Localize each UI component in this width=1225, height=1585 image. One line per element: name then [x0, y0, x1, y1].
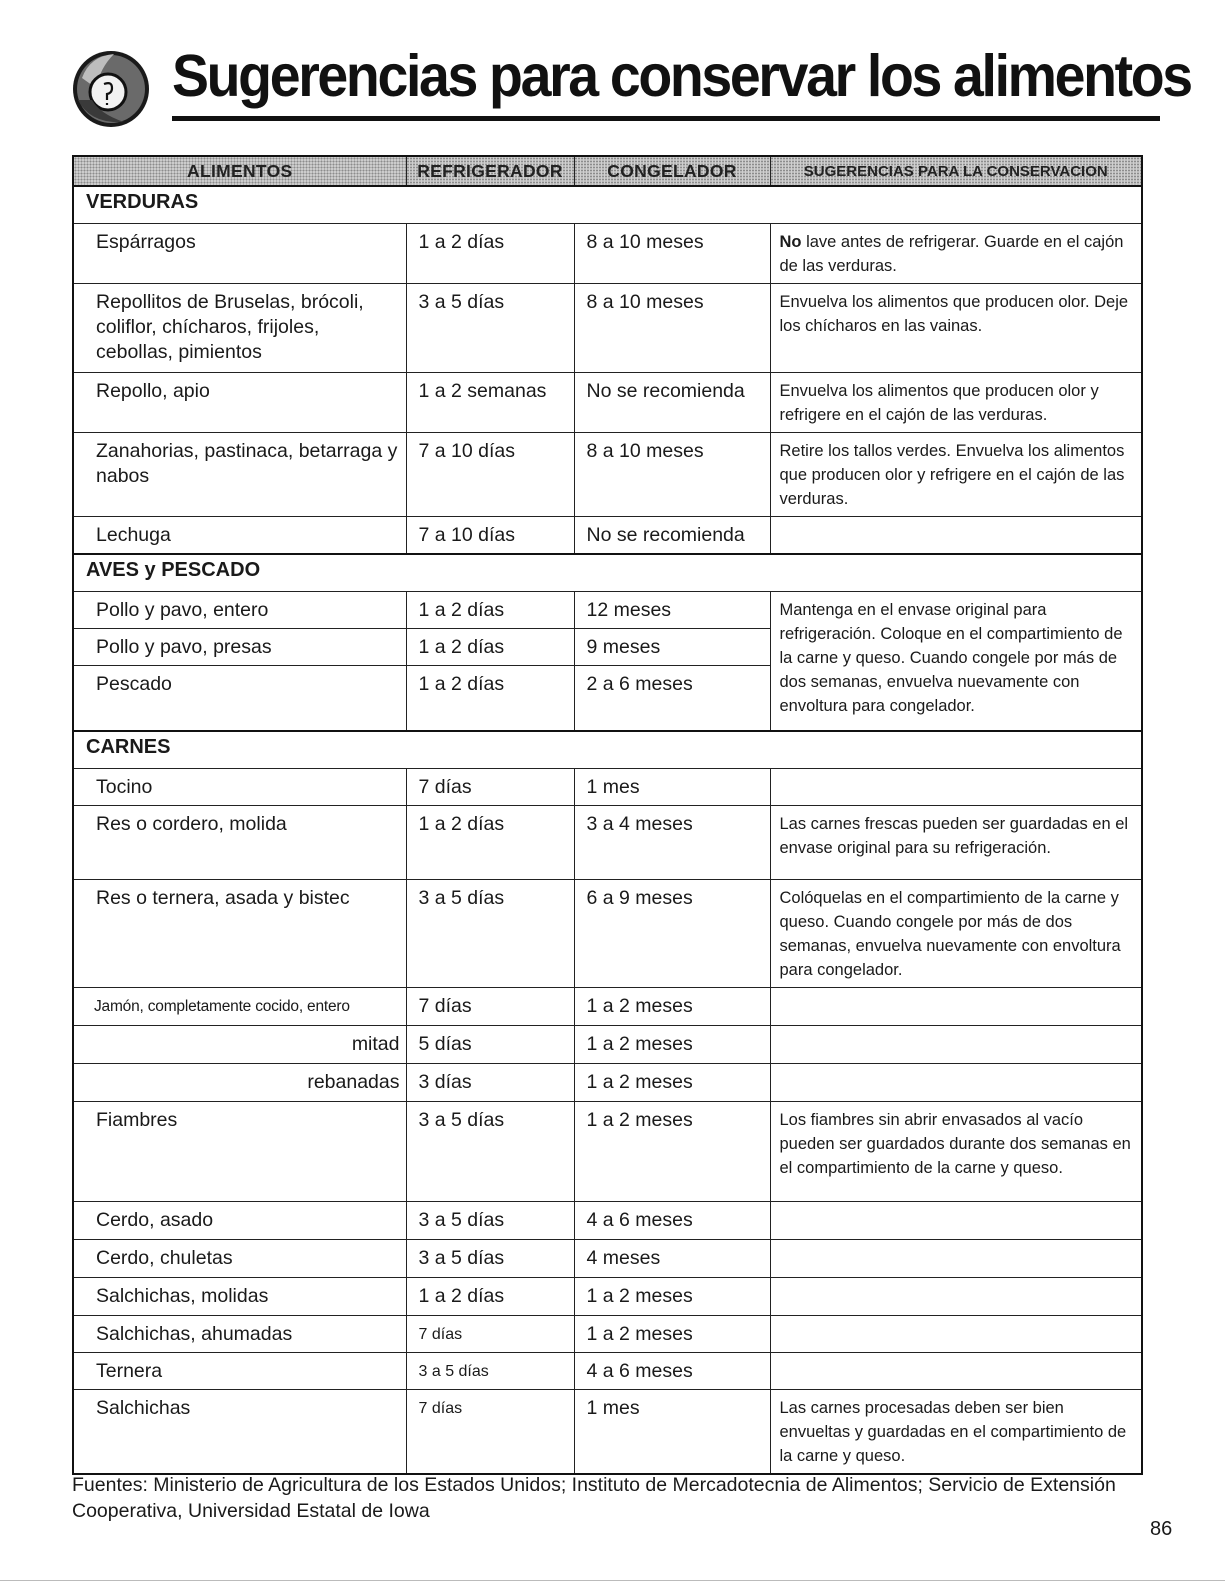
section-title: CARNES — [73, 731, 1142, 769]
table-row — [73, 1239, 1142, 1277]
fridge-time: 3 a 5 días — [406, 1201, 574, 1239]
food-name: rebanadas — [73, 1063, 406, 1101]
sources-note: Fuentes: Ministerio de Agricultura de los Estados Unidos; Instituto de Mercadotecnia de Alimentos; Servicio de Extensión Cooperativa, Universidad Estatal de Iowa — [72, 1474, 1116, 1522]
freezer-time: 1 a 2 meses — [574, 1315, 770, 1352]
storage-tip: Envuelva los alimentos que producen olor y refrigere en el cajón de las verduras. — [770, 373, 1142, 433]
storage-tip-shared: Mantenga en el envase original para refrigeración. Coloque en el compartimiento de la carne y queso. Cuando congele por más de dos semanas, envuelva nuevamente con envoltura para congelador. — [770, 592, 1142, 731]
storage-tip — [770, 768, 1142, 805]
food-name: Pollo y pavo, presas — [73, 629, 406, 666]
freezer-time: 8 a 10 meses — [574, 433, 770, 517]
table-row — [73, 768, 1142, 805]
freezer-time: 1 a 2 meses — [574, 1025, 770, 1063]
table-row — [73, 1352, 1142, 1389]
storage-tip: Colóquelas en el compartimiento de la carne y queso. Cuando congele por más de dos semanas, envuelva nuevamente con envoltura para congelador. — [770, 879, 1142, 987]
food-name: Salchichas, ahumadas — [73, 1315, 406, 1352]
freezer-time: No se recomienda — [574, 517, 770, 555]
section-row-verduras — [73, 186, 1142, 224]
refrigerator-tip-icon — [70, 48, 152, 130]
freezer-time: 8 a 10 meses — [574, 224, 770, 284]
freezer-time: 1 a 2 meses — [574, 1277, 770, 1315]
table-row — [73, 517, 1142, 555]
food-name: Espárragos — [73, 224, 406, 284]
table-row — [73, 433, 1142, 517]
freezer-time: 3 a 4 meses — [574, 805, 770, 879]
food-name: Ternera — [73, 1352, 406, 1389]
fridge-time: 3 días — [406, 1063, 574, 1101]
food-name: Res o cordero, molida — [73, 805, 406, 879]
food-name: Repollo, apio — [73, 373, 406, 433]
storage-tip: Los fiambres sin abrir envasados al vacío pueden ser guardados durante dos semanas en el compartimiento de la carne y queso. — [770, 1101, 1142, 1201]
freezer-time: 8 a 10 meses — [574, 284, 770, 373]
freezer-time: 1 a 2 meses — [574, 987, 770, 1025]
tip-text: lave antes de refrigerar. Guarde en el cajón de las verduras. — [779, 233, 1124, 275]
food-name: Pollo y pavo, entero — [73, 592, 406, 629]
food-name: Salchichas, molidas — [73, 1277, 406, 1315]
storage-tip — [770, 517, 1142, 555]
fridge-time: 1 a 2 semanas — [406, 373, 574, 433]
fridge-time: 7 días — [406, 1389, 574, 1474]
storage-tip — [770, 987, 1142, 1025]
page-number: 86 — [1150, 1518, 1173, 1540]
freezer-time: 1 a 2 meses — [574, 1063, 770, 1101]
section-title: VERDURAS — [73, 186, 1142, 224]
food-name: Cerdo, asado — [73, 1201, 406, 1239]
table-header-row — [73, 156, 1142, 186]
table-row — [73, 284, 1142, 373]
storage-tip: Retire los tallos verdes. Envuelva los alimentos que producen olor y refrigere en el cajón de las verduras. — [770, 433, 1142, 517]
food-name: mitad — [73, 1025, 406, 1063]
food-name: Cerdo, chuletas — [73, 1239, 406, 1277]
freezer-time: 1 a 2 meses — [574, 1101, 770, 1201]
food-name: Fiambres — [73, 1101, 406, 1201]
fridge-time: 7 días — [406, 768, 574, 805]
table-row — [73, 1277, 1142, 1315]
table-row — [73, 1025, 1142, 1063]
storage-tip: Las carnes frescas pueden ser guardadas en el envase original para su refrigeración. — [770, 805, 1142, 879]
food-name: Salchichas — [73, 1389, 406, 1474]
fridge-time: 3 a 5 días — [406, 284, 574, 373]
table-row — [73, 1389, 1142, 1474]
fridge-time: 3 a 5 días — [406, 1101, 574, 1201]
column-header-congelador: CONGELADOR — [574, 156, 770, 186]
storage-tip — [770, 224, 1142, 284]
table-row — [73, 879, 1142, 987]
section-title: AVES y PESCADO — [73, 554, 1142, 592]
tip-emphasis: No — [779, 233, 802, 251]
fridge-time: 7 días — [406, 987, 574, 1025]
fridge-time: 1 a 2 días — [406, 805, 574, 879]
fridge-time: 3 a 5 días — [406, 1239, 574, 1277]
section-row-aves-pescado — [73, 554, 1142, 592]
food-name: Res o ternera, asada y bistec — [73, 879, 406, 987]
freezer-time: 12 meses — [574, 592, 770, 629]
food-name: Zanahorias, pastinaca, betarraga y nabos — [73, 433, 406, 517]
table-row — [73, 592, 1142, 629]
freezer-time: 6 a 9 meses — [574, 879, 770, 987]
fridge-time: 1 a 2 días — [406, 666, 574, 731]
storage-tip — [770, 1315, 1142, 1352]
fridge-time: 3 a 5 días — [406, 1352, 574, 1389]
food-storage-table — [72, 155, 1143, 1475]
storage-tip — [770, 1025, 1142, 1063]
freezer-time: No se recomienda — [574, 373, 770, 433]
food-name: Tocino — [73, 768, 406, 805]
column-header-sugerencias: SUGERENCIAS PARA LA CONSERVACION — [770, 156, 1142, 186]
page-bottom-edge — [0, 1580, 1225, 1581]
freezer-time: 4 a 6 meses — [574, 1352, 770, 1389]
food-name: Lechuga — [73, 517, 406, 555]
storage-tip — [770, 1201, 1142, 1239]
freezer-time: 4 meses — [574, 1239, 770, 1277]
column-header-refrigerador: REFRIGERADOR — [406, 156, 574, 186]
fridge-time: 1 a 2 días — [406, 592, 574, 629]
section-row-carnes — [73, 731, 1142, 769]
title-underline — [172, 116, 1160, 121]
storage-tip — [770, 1352, 1142, 1389]
storage-tip: Envuelva los alimentos que producen olor. Deje los chícharos en las vainas. — [770, 284, 1142, 373]
table-row — [73, 1201, 1142, 1239]
fridge-time: 7 a 10 días — [406, 433, 574, 517]
freezer-time: 2 a 6 meses — [574, 666, 770, 731]
fridge-time: 7 días — [406, 1315, 574, 1352]
storage-tip: Las carnes procesadas deben ser bien envueltas y guardadas en el compartimiento de la carne y queso. — [770, 1389, 1142, 1474]
table-row — [73, 805, 1142, 879]
fridge-time: 1 a 2 días — [406, 1277, 574, 1315]
fridge-time: 3 a 5 días — [406, 879, 574, 987]
column-header-alimentos: ALIMENTOS — [73, 156, 406, 186]
storage-tip — [770, 1277, 1142, 1315]
fridge-time: 7 a 10 días — [406, 517, 574, 555]
fridge-time: 5 días — [406, 1025, 574, 1063]
food-name: Jamón, completamente cocido, entero — [73, 987, 406, 1025]
table-row — [73, 987, 1142, 1025]
freezer-time: 1 mes — [574, 1389, 770, 1474]
fridge-time: 1 a 2 días — [406, 224, 574, 284]
freezer-time: 1 mes — [574, 768, 770, 805]
food-name: Repollitos de Bruselas, brócoli, coliflor, chícharos, frijoles, cebollas, pimientos — [73, 284, 406, 373]
page-title: Sugerencias para conservar los alimentos — [172, 43, 1191, 109]
page-header — [70, 38, 1191, 130]
freezer-time: 9 meses — [574, 629, 770, 666]
table-row — [73, 1101, 1142, 1201]
fridge-time: 1 a 2 días — [406, 629, 574, 666]
freezer-time: 4 a 6 meses — [574, 1201, 770, 1239]
storage-tip — [770, 1063, 1142, 1101]
table-row — [73, 224, 1142, 284]
food-name: Pescado — [73, 666, 406, 731]
table-row — [73, 1063, 1142, 1101]
table-row — [73, 1315, 1142, 1352]
table-row — [73, 373, 1142, 433]
storage-tip — [770, 1239, 1142, 1277]
